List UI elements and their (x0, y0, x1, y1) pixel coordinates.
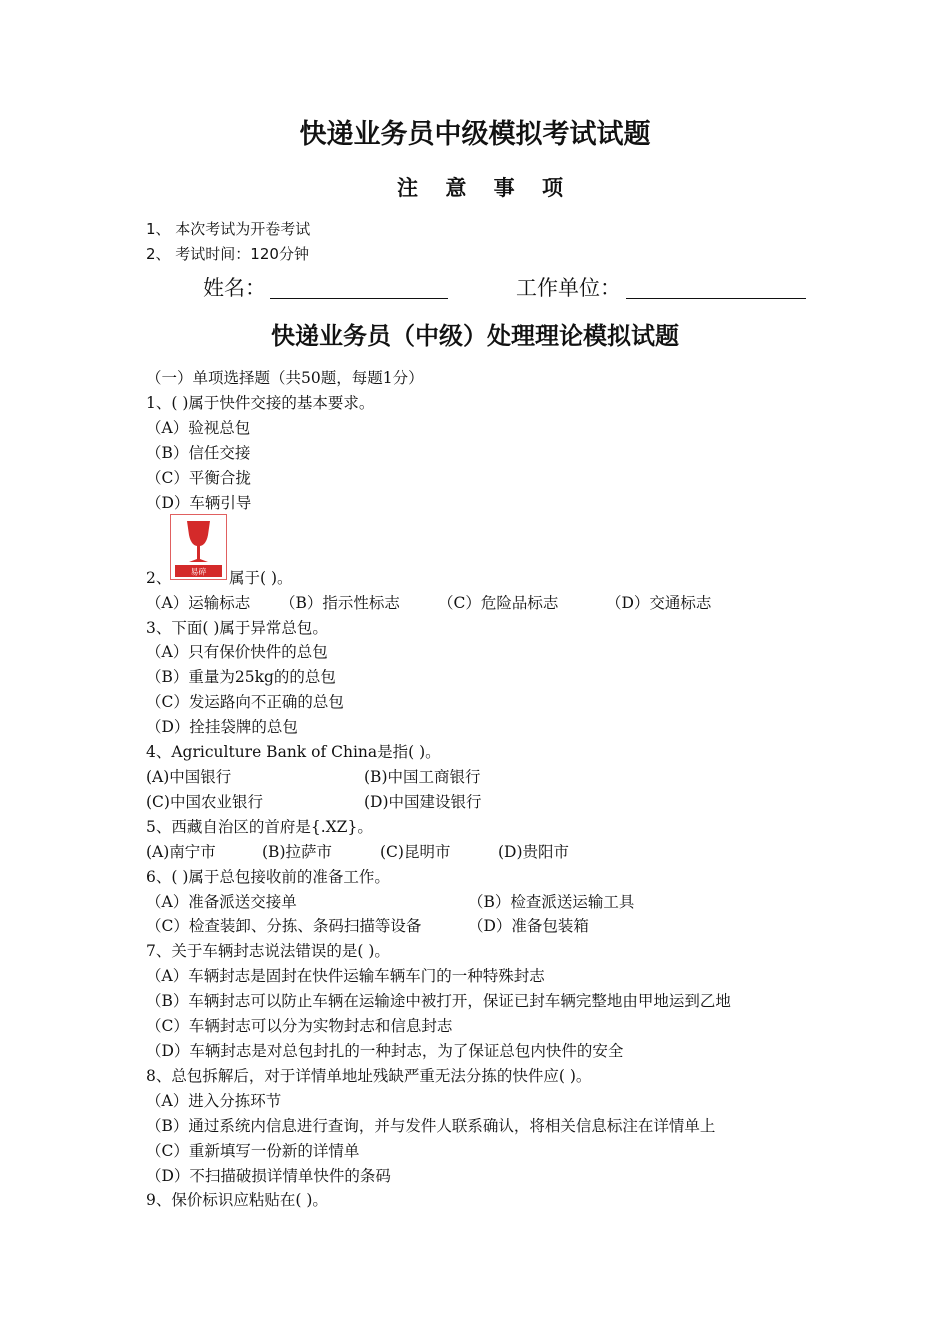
question-5-option-c: (C)昆明市 (380, 843, 451, 861)
question-1-option-c: （C）平衡合拢 (146, 469, 251, 487)
question-1-option-b: （B）信任交接 (146, 444, 251, 462)
name-label: 姓名： (203, 276, 266, 300)
question-8-option-a: （A）进入分拣环节 (146, 1092, 282, 1110)
fragile-sign-icon (170, 514, 227, 580)
question-5-option-a: (A)南宁市 (146, 843, 216, 861)
question-3-option-b: （B）重量为25kg的的总包 (146, 668, 336, 686)
question-6-option-c: （C）检查装卸、分拣、条码扫描等设备 (146, 917, 422, 935)
question-8-option-c: （C）重新填写一份新的详情单 (146, 1142, 360, 1160)
notice-title: 注 意 事 项 (397, 176, 573, 200)
question-4-option-d: (D)中国建设银行 (364, 793, 482, 811)
question-8-option-d: （D）不扫描破损详情单快件的条码 (146, 1167, 391, 1185)
question-7-option-b: （B）车辆封志可以防止车辆在运输途中被打开，保证已封车辆完整地由甲地运到乙地 (146, 992, 731, 1010)
question-2-stem: 属于( )。 (229, 569, 293, 587)
question-4-option-b: (B)中国工商银行 (364, 768, 481, 786)
fragile-sign-label: 易碎 (190, 567, 207, 577)
question-7-option-d: （D）车辆封志是对总包封扎的一种封志，为了保证总包内快件的安全 (146, 1042, 624, 1060)
question-2-number: 2、 (146, 569, 172, 587)
question-7-option-a: （A）车辆封志是固封在快件运输车辆车门的一种特殊封志 (146, 967, 545, 985)
question-4-option-a: (A)中国银行 (146, 768, 232, 786)
unit-label: 工作单位： (516, 276, 621, 300)
question-5-option-b: (B)拉萨市 (262, 843, 332, 861)
question-3-option-d: （D）拴挂袋牌的总包 (146, 718, 298, 736)
question-2-option-b: （B）指示性标志 (280, 594, 400, 612)
question-1-option-a: （A）验视总包 (146, 419, 251, 437)
question-2-option-a: （A）运输标志 (146, 594, 251, 612)
question-6-option-d: （D）准备包装箱 (468, 917, 589, 935)
question-3-option-c: （C）发运路向不正确的总包 (146, 693, 344, 711)
section-header: （一）单项选择题（共50题，每题1分） (146, 369, 424, 387)
question-6-option-a: （A）准备派送交接单 (146, 893, 297, 911)
question-5-option-d: (D)贵阳市 (498, 843, 570, 861)
question-3-stem: 3、下面( )属于异常总包。 (146, 619, 328, 637)
question-7-stem: 7、关于车辆封志说法错误的是( )。 (146, 942, 390, 960)
question-7-option-c: （C）车辆封志可以分为实物封志和信息封志 (146, 1017, 453, 1035)
question-1-stem: 1、( )属于快件交接的基本要求。 (146, 394, 375, 412)
document-title: 快递业务员中级模拟考试试题 (299, 119, 651, 150)
question-2-option-c: （C）危险品标志 (438, 594, 559, 612)
note-1: 1、 本次考试为开卷考试 (146, 220, 311, 238)
question-6-option-b: （B）检查派送运输工具 (468, 893, 635, 911)
question-8-stem: 8、总包拆解后，对于详情单地址残缺严重无法分拣的快件应( )。 (146, 1067, 592, 1085)
question-5-stem: 5、西藏自治区的首府是{.XZ}。 (146, 818, 373, 836)
question-8-option-b: （B）通过系统内信息进行查询，并与发件人联系确认，将相关信息标注在详情单上 (146, 1117, 716, 1135)
question-4-option-c: (C)中国农业银行 (146, 793, 263, 811)
name-field-line[interactable] (270, 298, 448, 299)
question-1-option-d: （D）车辆引导 (146, 494, 252, 512)
question-4-stem: 4、Agriculture Bank of China是指( )。 (146, 743, 441, 761)
question-9-stem: 9、保价标识应粘贴在( )。 (146, 1191, 328, 1209)
question-3-option-a: （A）只有保价快件的总包 (146, 643, 328, 661)
unit-field-line[interactable] (626, 298, 806, 299)
note-2: 2、 考试时间：120分钟 (146, 245, 309, 263)
section-title: 快递业务员（中级）处理理论模拟试题 (271, 322, 679, 350)
question-2-option-d: （D）交通标志 (606, 594, 712, 612)
question-6-stem: 6、( )属于总包接收前的准备工作。 (146, 868, 390, 886)
